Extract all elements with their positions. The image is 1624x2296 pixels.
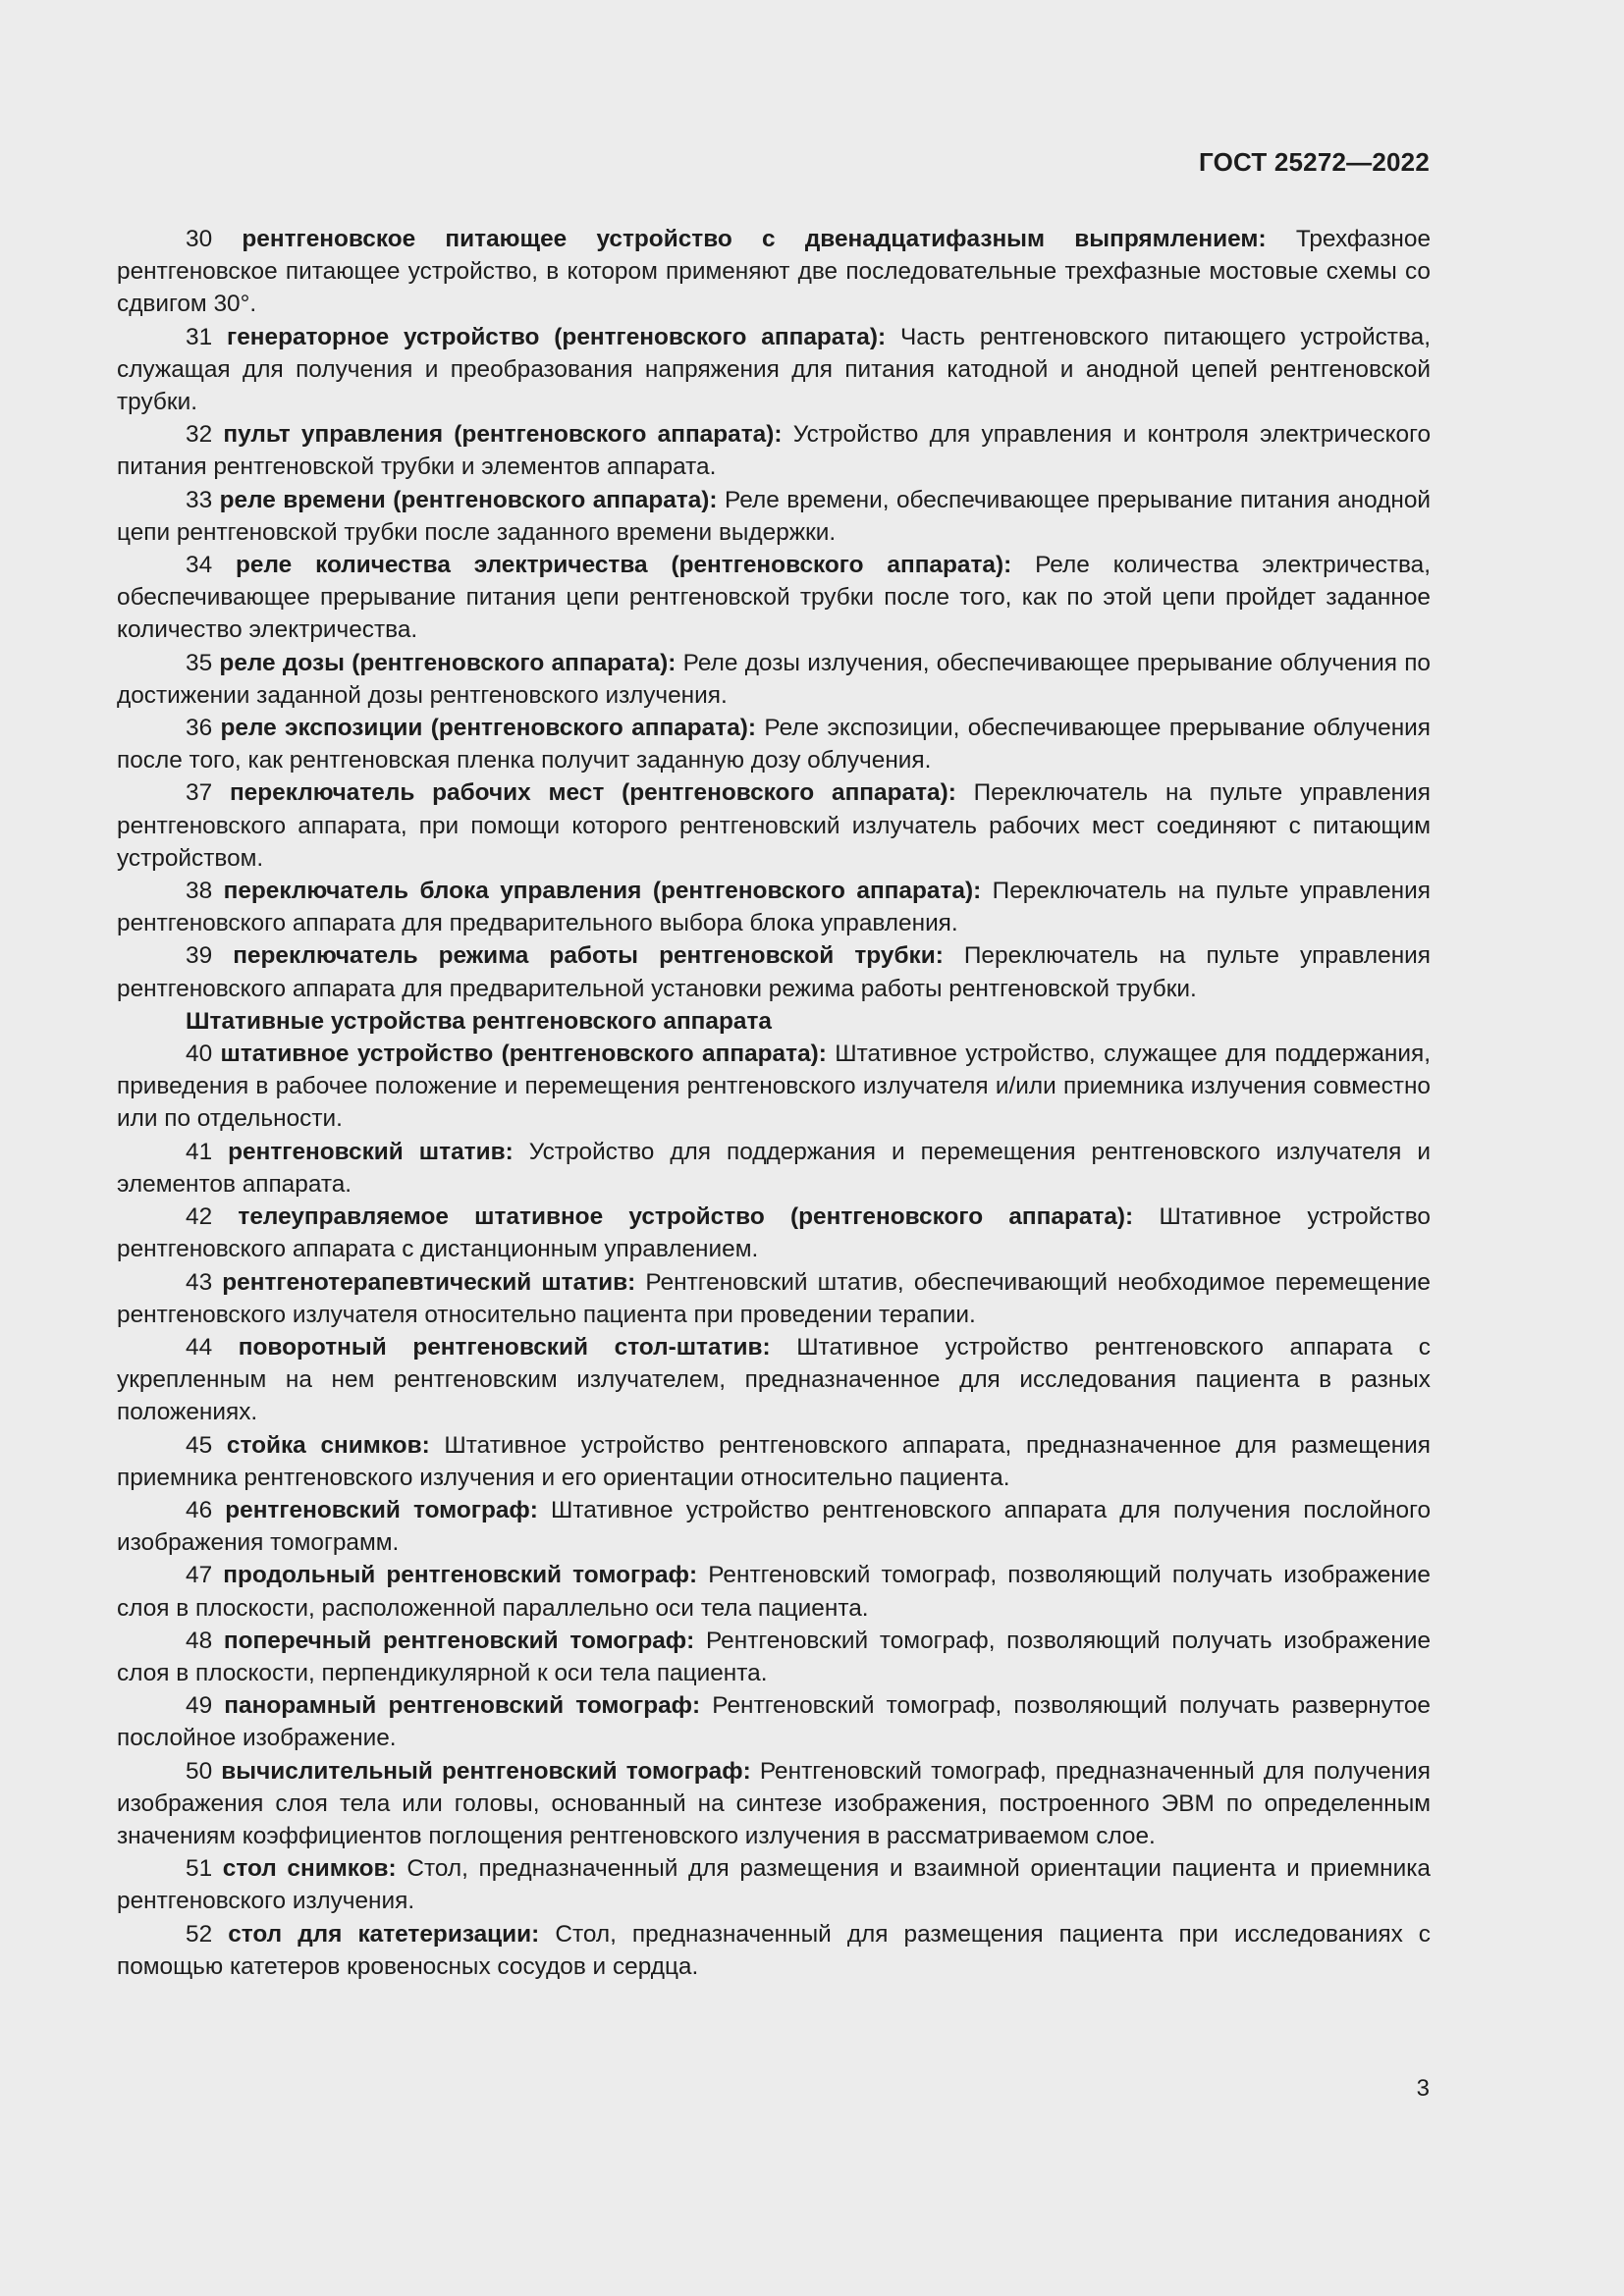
term-entry	[117, 1559, 1431, 1624]
term-number: 40	[186, 1041, 213, 1068]
term-definition: Штативное устройство рентгеновского аппарата с дистанционным управлением.	[117, 1203, 1431, 1263]
term-title: реле времени (рентгеновского аппарата):	[219, 486, 718, 513]
term-entry	[117, 1625, 1431, 1689]
term-title: реле экспозиции (рентгеновского аппарата):	[220, 715, 757, 742]
term-number: 47	[186, 1562, 213, 1589]
term-title: пульт управления (рентгеновского аппарата):	[223, 421, 783, 449]
term-title: телеуправляемое штативное устройство (рентгеновского аппарата):	[238, 1203, 1134, 1231]
term-definition: Переключатель на пульте управления рентгеновского аппарата, при помощи которого рентгеновский излучатель рабочих мест соединяют с питающим устройством.	[117, 779, 1431, 872]
term-number: 35	[186, 649, 213, 676]
term-entry	[117, 1852, 1431, 1917]
term-definition: Реле дозы излучения, обеспечивающее прерывание облучения по достижении заданной дозы рентгеновского излучения.	[117, 649, 1431, 709]
term-definition: Трехфазное рентгеновское питающее устройство, в котором применяют две последовательные трехфазные мостовые схемы со сдвигом 30°.	[117, 226, 1432, 318]
term-title: штативное устройство (рентгеновского аппарата):	[220, 1041, 827, 1068]
term-entry	[117, 223, 1431, 321]
term-number: 39	[186, 942, 213, 970]
term-entry	[117, 549, 1431, 647]
term-definition: Переключатель на пульте управления рентгеновского аппарата для предварительного выбора блока управления.	[117, 878, 1431, 937]
term-definition: Переключатель на пульте управления рентгеновского аппарата для предварительной установки режима работы рентгеновской трубки.	[117, 942, 1431, 1002]
term-title: реле количества электричества (рентгеновского аппарата):	[236, 552, 1012, 579]
term-title: переключатель режима работы рентгеновской трубки:	[233, 942, 944, 970]
term-number: 34	[186, 552, 213, 579]
term-title: вычислительный рентгеновский томограф:	[221, 1757, 751, 1785]
term-title: продольный рентгеновский томограф:	[223, 1562, 698, 1589]
standard-designation: ГОСТ 25272—2022	[1199, 147, 1430, 177]
term-number: 36	[186, 715, 213, 742]
term-definition: Рентгеновский томограф, позволяющий получать развернутое послойное изображение.	[117, 1692, 1431, 1752]
term-entry	[117, 1429, 1431, 1494]
term-entry	[117, 1136, 1431, 1201]
term-entry	[117, 712, 1431, 776]
term-entry	[117, 1266, 1431, 1331]
term-group-stands	[117, 1038, 1431, 1983]
term-definition: Реле времени, обеспечивающее прерывание питания анодной цепи рентгеновской трубки после заданного времени выдержки.	[117, 486, 1432, 546]
term-definition: Рентгеновский томограф, позволяющий получать изображение слоя в плоскости, расположенной параллельно оси тела пациента.	[117, 1562, 1431, 1622]
term-number: 33	[186, 486, 213, 513]
page-number: 3	[1416, 2075, 1430, 2102]
term-entry	[117, 1331, 1431, 1429]
term-definition: Реле количества электричества, обеспечивающее прерывание питания цепи рентгеновской трубки после того, как по этой цепи пройдет заданное количество электричества.	[117, 552, 1431, 644]
term-title: генераторное устройство (рентгеновского аппарата):	[227, 323, 887, 350]
term-number: 37	[186, 779, 213, 807]
term-number: 32	[186, 421, 213, 449]
term-title: панорамный рентгеновский томограф:	[224, 1692, 701, 1720]
term-definition: Рентгеновский штатив, обеспечивающий необходимое перемещение рентгеновского излучателя относительно пациента при проведении терапии.	[117, 1268, 1431, 1328]
term-entry	[117, 939, 1431, 1004]
term-definition: Штативное устройство, служащее для поддержания, приведения в рабочее положение и перемещения рентгеновского излучателя и/или приемника излучения совместно или по отдельности.	[117, 1041, 1432, 1133]
term-title: рентгенотерапевтический штатив:	[222, 1268, 636, 1296]
term-definition: Штативное устройство рентгеновского аппарата с укрепленным на нем рентгеновским излучателем, предназначенное для исследования пациента в разных положениях.	[117, 1333, 1431, 1426]
term-number: 43	[186, 1268, 213, 1296]
term-number: 49	[186, 1692, 213, 1720]
term-entry	[117, 647, 1431, 712]
term-entry	[117, 1918, 1431, 1983]
term-title: поворотный рентгеновский стол-штатив:	[238, 1333, 771, 1361]
term-entry	[117, 321, 1431, 419]
terms-list	[117, 223, 1431, 1983]
term-entry	[117, 1755, 1431, 1853]
term-definition: Штативное устройство рентгеновского аппарата, предназначенное для размещения приемника рентгеновского излучения и его ориентации относительно пациента.	[117, 1431, 1431, 1491]
term-definition: Устройство для поддержания и перемещения рентгеновского излучателя и элементов аппарата.	[117, 1138, 1431, 1198]
term-entry	[117, 776, 1431, 875]
term-number: 42	[186, 1203, 213, 1231]
section-heading: Штативные устройства рентгеновского аппарата	[186, 1007, 772, 1035]
term-number: 30	[186, 226, 213, 252]
term-number: 31	[186, 323, 213, 350]
term-title: рентгеновский штатив:	[228, 1138, 514, 1165]
term-title: рентгеновское питающее устройство с двенадцатифазным выпрямлением:	[242, 226, 1267, 252]
term-title: поперечный рентгеновский томограф:	[223, 1627, 695, 1654]
term-number: 44	[186, 1333, 213, 1361]
term-title: рентгеновский томограф:	[225, 1496, 538, 1523]
term-title: стол снимков:	[222, 1855, 397, 1883]
term-definition: Устройство для управления и контроля электрического питания рентгеновской трубки и элементов аппарата.	[117, 421, 1432, 481]
term-number: 45	[186, 1431, 213, 1459]
term-title: реле дозы (рентгеновского аппарата):	[219, 649, 677, 676]
term-number: 52	[186, 1920, 213, 1948]
term-definition: Часть рентгеновского питающего устройства, служащая для получения и преобразования напряжения для питания катодной и анодной цепей рентгеновской трубки.	[117, 323, 1431, 416]
term-definition: Реле экспозиции, обеспечивающее прерывание облучения после того, как рентгеновская пленка получит заданную дозу облучения.	[117, 715, 1431, 774]
term-entry	[117, 1689, 1431, 1754]
term-entry	[117, 1201, 1431, 1265]
term-entry	[117, 418, 1431, 483]
term-title: переключатель блока управления (рентгеновского аппарата):	[223, 878, 982, 905]
term-definition: Стол, предназначенный для размещения и взаимной ориентации пациента и приемника рентгеновского излучения.	[117, 1855, 1431, 1915]
term-number: 38	[186, 878, 213, 905]
term-definition: Рентгеновский томограф, позволяющий получать изображение слоя в плоскости, перпендикулярной к оси тела пациента.	[117, 1627, 1432, 1686]
term-title: стойка снимков:	[226, 1431, 430, 1459]
term-number: 51	[186, 1855, 213, 1883]
term-entry	[117, 1494, 1431, 1559]
term-title: переключатель рабочих мест (рентгеновского аппарата):	[229, 779, 956, 807]
term-entry	[117, 875, 1431, 939]
term-definition: Рентгеновский томограф, предназначенный для получения изображения слоя тела или головы, основанный на синтезе изображения, построенного ЭВМ по определенным значениям коэффициентов поглощения рентгеновского излучения в рассматриваемом слое.	[117, 1757, 1431, 1849]
term-number: 41	[186, 1138, 213, 1165]
term-entry	[117, 484, 1431, 549]
term-number: 48	[186, 1627, 213, 1654]
term-group-general	[117, 223, 1431, 1005]
term-number: 46	[186, 1496, 213, 1523]
term-definition: Штативное устройство рентгеновского аппарата для получения послойного изображения томограмм.	[117, 1496, 1432, 1557]
term-entry	[117, 1038, 1431, 1136]
term-number: 50	[186, 1757, 213, 1785]
term-title: стол для катетеризации:	[228, 1920, 540, 1948]
term-definition: Стол, предназначенный для размещения пациента при исследованиях с помощью катетеров кровеносных сосудов и сердца.	[117, 1920, 1431, 1980]
